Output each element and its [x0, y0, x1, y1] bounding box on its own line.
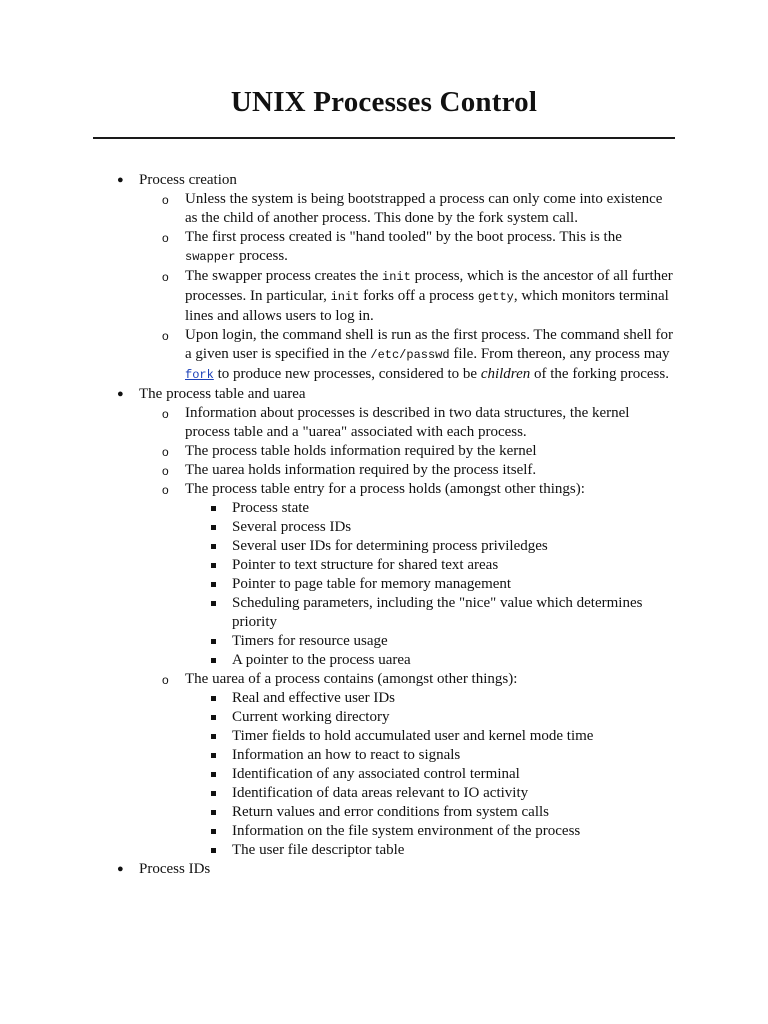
table-sublist	[0, 404, 768, 860]
creation-text-4d: of the forking process.	[530, 366, 669, 382]
creation-text-4b: file. From thereon, any process may	[449, 346, 670, 362]
entry-item-text: Scheduling parameters, including the "nice" value which determines priority	[232, 595, 643, 630]
uarea-item	[0, 746, 672, 765]
bullet-square-icon	[211, 772, 216, 777]
list-item-process-creation	[0, 171, 768, 385]
uarea-contents-list	[0, 689, 675, 860]
list-item-process-table	[0, 385, 768, 860]
bullet-square-icon	[211, 734, 216, 739]
bullet-circle-icon: o	[162, 464, 169, 478]
list-item	[0, 267, 675, 326]
bullet-square-icon	[211, 525, 216, 530]
creation-text-3d: , which monitors terminal lines and allows users to log in.	[185, 288, 669, 324]
bullet-circle-icon: o	[162, 193, 169, 207]
top-level-list	[0, 171, 768, 879]
code-init: init	[382, 270, 411, 284]
bullet-circle-icon: o	[162, 673, 169, 687]
creation-sublist	[0, 190, 768, 385]
entry-item-text: Process state	[232, 500, 310, 516]
bullet-square-icon	[211, 506, 216, 511]
creation-text-3c: forks off a process	[359, 288, 478, 304]
entry-item	[0, 651, 672, 670]
list-item	[0, 228, 675, 267]
page-title: UNIX Processes Control	[230, 86, 538, 118]
bullet-square-icon	[211, 658, 216, 663]
bullet-circle-icon: o	[162, 483, 169, 497]
bullet-square-icon	[211, 829, 216, 834]
title-divider	[93, 137, 675, 139]
uarea-item	[0, 689, 672, 708]
entry-item-text: Pointer to page table for memory management	[232, 576, 512, 592]
table-text-2: The process table holds information required by the kernel	[185, 443, 537, 459]
creation-text-2a: The first process created is "hand tooled" by the boot process. This is the	[185, 229, 622, 245]
bullet-disc-icon: ●	[117, 174, 124, 186]
entry-item-text: Several user IDs for determining process priviledges	[232, 538, 548, 554]
uarea-item	[0, 841, 672, 860]
document-body	[0, 171, 768, 879]
entry-item	[0, 518, 672, 537]
creation-text-4c: to produce new processes, considered to be	[213, 366, 481, 382]
uarea-item-text: Current working directory	[232, 709, 390, 725]
list-item	[0, 404, 675, 442]
bullet-square-icon	[211, 753, 216, 758]
entry-item	[0, 594, 672, 632]
list-item	[0, 190, 675, 228]
entry-item	[0, 499, 672, 518]
entry-item-text: Pointer to text structure for shared text areas	[232, 557, 499, 573]
entry-item	[0, 632, 672, 651]
section-heading-ids: Process IDs	[139, 861, 211, 877]
uarea-item	[0, 708, 672, 727]
list-item	[0, 442, 675, 461]
bullet-square-icon	[211, 639, 216, 644]
creation-text-4a: Upon login, the command shell is run as the first process. The command shell for a given user is specified in the	[185, 327, 673, 362]
code-init-2: init	[330, 290, 360, 304]
code-etc-passwd: /etc/passwd	[370, 348, 450, 362]
uarea-item-text: Real and effective user IDs	[232, 690, 395, 706]
section-heading-table: The process table and uarea	[139, 386, 306, 402]
uarea-item-text: Return values and error conditions from system calls	[232, 804, 550, 820]
bullet-square-icon	[211, 563, 216, 568]
list-item	[0, 670, 675, 860]
uarea-item	[0, 765, 672, 784]
table-text-5: The uarea of a process contains (amongst other things):	[185, 671, 518, 687]
table-text-3: The uarea holds information required by the process itself.	[185, 462, 537, 478]
list-item	[0, 326, 675, 385]
bullet-square-icon	[211, 544, 216, 549]
creation-text-3a: The swapper process creates the	[185, 268, 382, 284]
entry-item	[0, 537, 672, 556]
uarea-item	[0, 803, 672, 822]
entry-item-text: Timers for resource usage	[232, 633, 388, 649]
uarea-item	[0, 784, 672, 803]
bullet-square-icon	[211, 848, 216, 853]
creation-text-1: Unless the system is being bootstrapped a process can only come into existence as the child of another process. This done by the fork system call.	[185, 191, 663, 226]
uarea-item-text: Information on the file system environment of the process	[232, 823, 581, 839]
table-text-4: The process table entry for a process holds (amongst other things):	[185, 481, 585, 497]
entry-item	[0, 556, 672, 575]
uarea-item-text: Identification of any associated control terminal	[232, 766, 520, 782]
children-emphasis: children	[480, 366, 531, 382]
bullet-square-icon	[211, 715, 216, 720]
bullet-square-icon	[211, 582, 216, 587]
creation-text-3b: process, which is the ancestor of all further processes. In particular,	[185, 268, 673, 304]
fork-link[interactable]: fork	[185, 368, 214, 382]
uarea-item-text: The user file descriptor table	[232, 842, 405, 858]
section-heading-creation: Process creation	[139, 172, 237, 188]
bullet-circle-icon: o	[162, 231, 169, 245]
bullet-disc-icon: ●	[117, 388, 124, 400]
code-swapper: swapper	[185, 250, 236, 264]
uarea-item	[0, 727, 672, 746]
bullet-square-icon	[211, 791, 216, 796]
uarea-item-text: Identification of data areas relevant to IO activity	[232, 785, 529, 801]
uarea-item	[0, 822, 672, 841]
table-text-1: Information about processes is described in two data structures, the kernel process table and a "uarea" associated with each process.	[185, 405, 630, 440]
entry-item	[0, 575, 672, 594]
list-item	[0, 480, 675, 670]
process-table-entry-list	[0, 499, 675, 670]
list-item	[0, 461, 675, 480]
entry-item-text: A pointer to the process uarea	[232, 652, 411, 668]
bullet-circle-icon: o	[162, 329, 169, 343]
uarea-item-text: Information an how to react to signals	[232, 747, 461, 763]
entry-item-text: Several process IDs	[232, 519, 352, 535]
bullet-square-icon	[211, 696, 216, 701]
list-item-process-ids	[0, 860, 768, 879]
code-getty: getty	[477, 290, 514, 304]
bullet-circle-icon: o	[162, 407, 169, 421]
bullet-square-icon	[211, 601, 216, 606]
bullet-disc-icon: ●	[117, 863, 124, 875]
creation-text-2b: process.	[235, 248, 288, 264]
uarea-item-text: Timer fields to hold accumulated user and kernel mode time	[232, 728, 594, 744]
bullet-circle-icon: o	[162, 445, 169, 459]
bullet-square-icon	[211, 810, 216, 815]
bullet-circle-icon: o	[162, 270, 169, 284]
